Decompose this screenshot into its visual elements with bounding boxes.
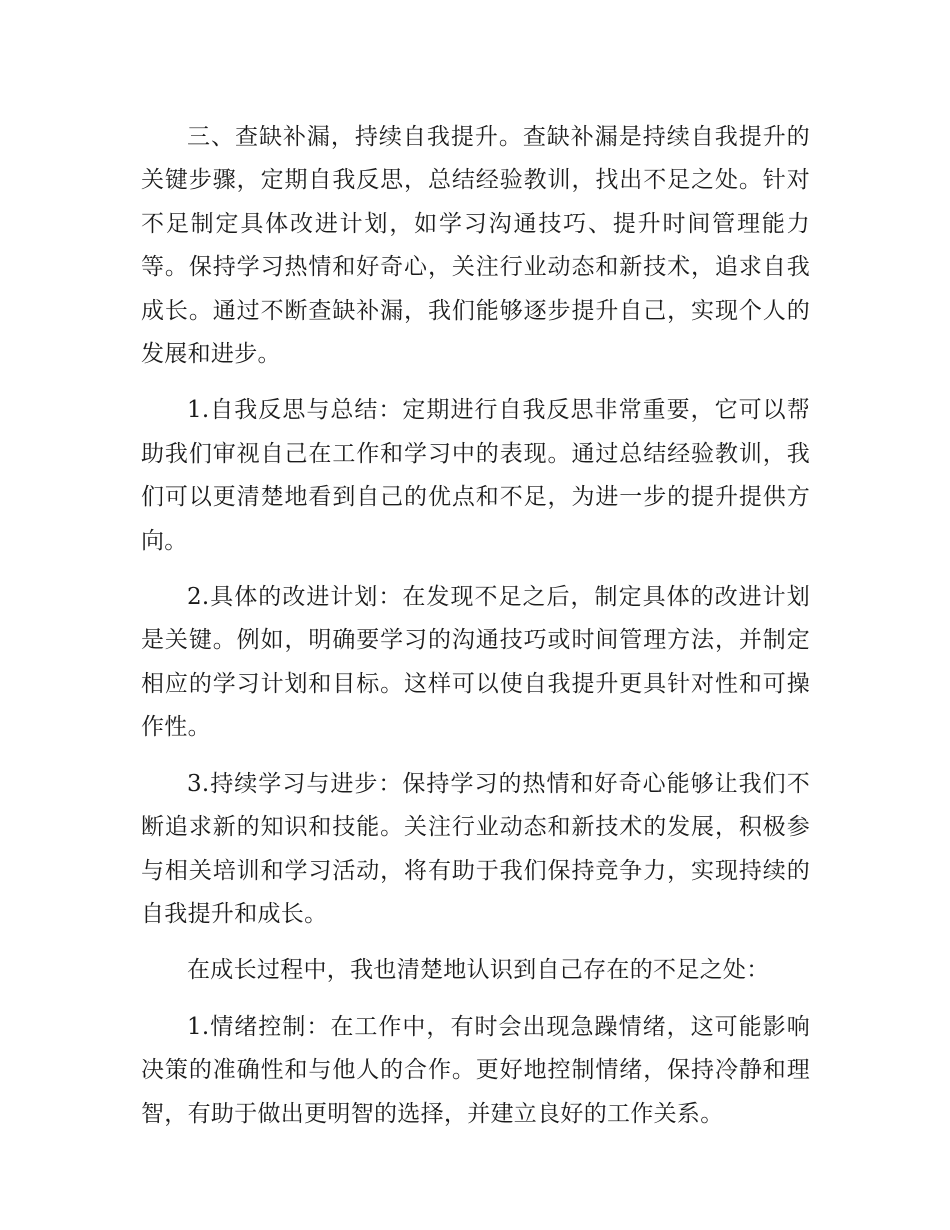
paragraph-improvement-plan: 2.具体的改进计划：在发现不足之后，制定具体的改进计划是关键。例如，明确要学习的沟通技巧或时间管理方法，并制定相应的学习计划和目标。这样可以使自我提升更具针对性和可操作性。 — [141, 584, 810, 741]
paragraph-self-improvement-intro: 三、查缺补漏，持续自我提升。查缺补漏是持续自我提升的关键步骤，定期自我反思，总结经验教训，找出不足之处。针对不足制定具体改进计划，如学习沟通技巧、提升时间管理能力等。保持学习热情和好奇心，关注行业动态和新技术，追求自我成长。通过不断查缺补漏，我们能够逐步提升自己，实现个人的发展和进步。 — [141, 124, 810, 368]
paragraph-continuous-learning: 3.持续学习与进步：保持学习的热情和好奇心能够让我们不断追求新的知识和技能。关注行业动态和新技术的发展，积极参与相关培训和学习活动，将有助于我们保持竞争力，实现持续的自我提升和成长。 — [141, 770, 810, 927]
paragraph-emotion-control: 1.情绪控制：在工作中，有时会出现急躁情绪，这可能影响决策的准确性和与他人的合作。更好地控制情绪，保持冷静和理智，有助于做出更明智的选择，并建立良好的工作关系。 — [141, 1013, 810, 1127]
paragraph-self-reflection: 1.自我反思与总结：定期进行自我反思非常重要，它可以帮助我们审视自己在工作和学习中的表现。通过总结经验教训，我们可以更清楚地看到自己的优点和不足，为进一步的提升提供方向。 — [141, 397, 810, 554]
paragraph-shortcomings-intro: 在成长过程中，我也清楚地认识到自己存在的不足之处： — [187, 957, 770, 984]
document-body — [141, 116, 810, 1149]
